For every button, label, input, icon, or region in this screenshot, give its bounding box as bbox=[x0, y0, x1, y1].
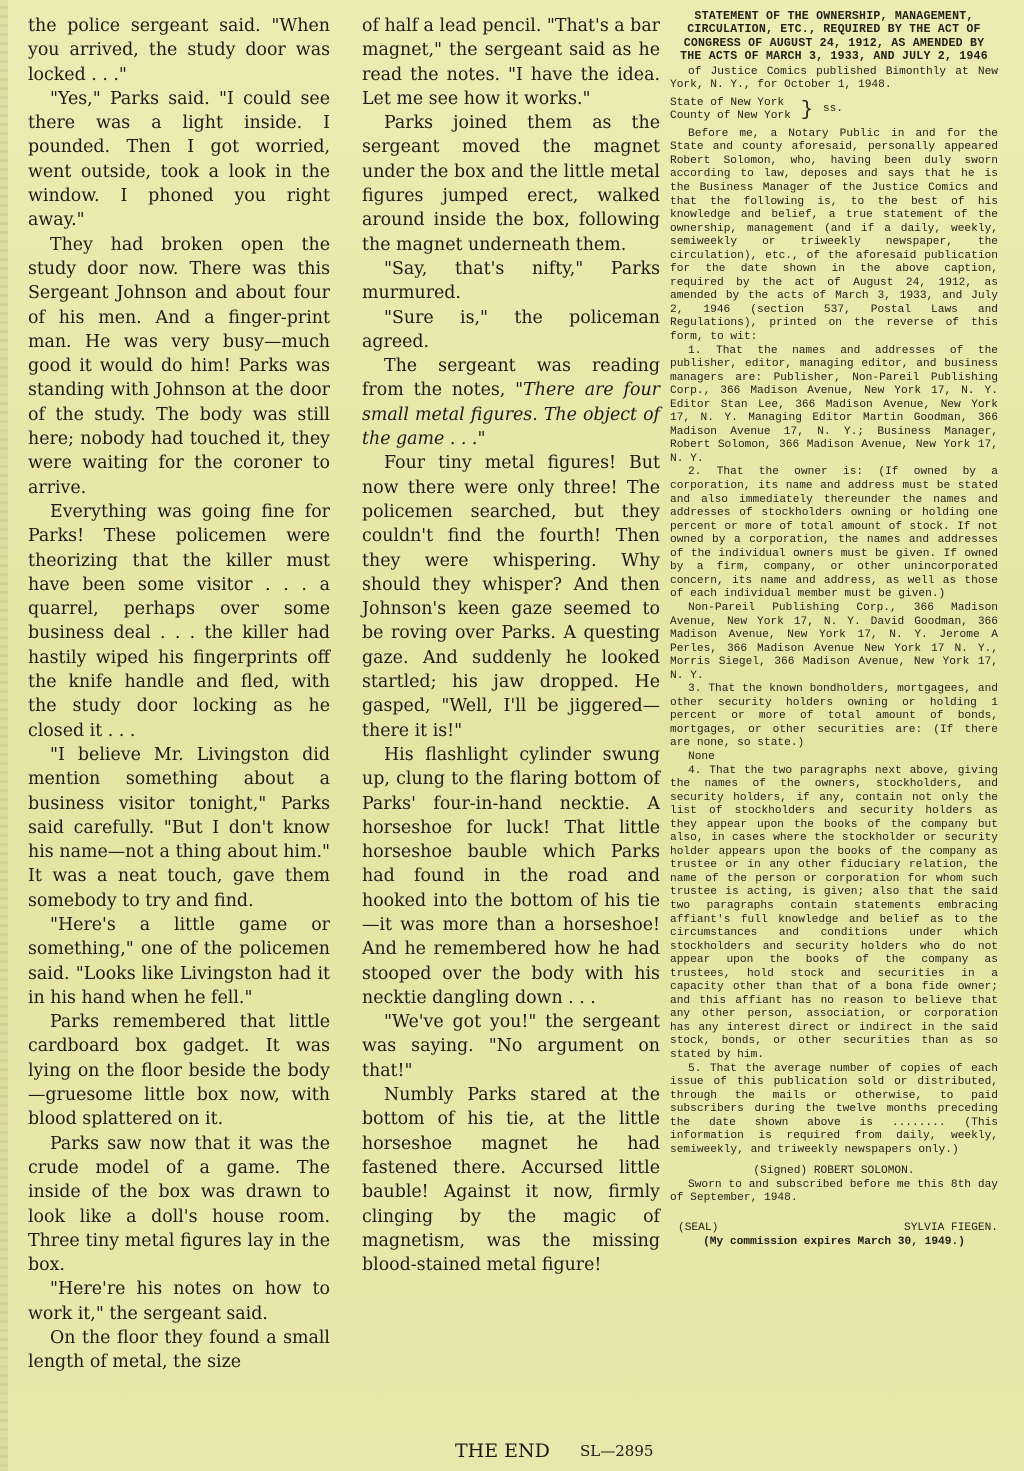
story-paragraph: Parks saw now that it was the crude model of a game. The inside of the box was drawn to look like a doll's house room. Three tiny metal figures lay in the box. bbox=[28, 1133, 330, 1276]
story-paragraph: His flashlight cylinder swung up, clung to the flaring bottom of Parks' four-in-hand necktie. A horseshoe for luck! That little horseshoe bauble which Parks had found in the road and hooked into the bottom of his tie—it was more than a horseshoe! And he remembered how he had stooped over the body with his necktie dangling down . . . bbox=[362, 744, 660, 1008]
county-line: County of New York bbox=[670, 110, 791, 123]
story-paragraph: They had broken open the study door now. There was this Sergeant Johnson and about four of his men. And a finger-print man. He was very busy—much good it would do him! Parks was standing with Johnson at the door of the study. The body was still here; nobody had touched it, they were waiting for the coroner to arrive. bbox=[28, 234, 330, 498]
ownership-statement bbox=[670, 10, 998, 1249]
story-text: The sergeant was reading from the notes, bbox=[362, 356, 660, 401]
story-paragraph: Numbly Parks stared at the bottom of his tie, at the little horseshoe magnet he had fastened there. Accursed little bauble! Against it now, firmly clinging by the magic of magnetism, was the missing blood-stained metal figure! bbox=[362, 1085, 660, 1276]
ss-label: ss. bbox=[822, 103, 844, 116]
story-paragraph: the police sergeant said. "When you arrived, the study door was locked . . ." bbox=[28, 16, 330, 85]
story-paragraph: Parks joined them as the sergeant moved the magnet under the box and the little metal figures jumped erect, walked around inside the box, following the magnet underneath them. bbox=[362, 113, 660, 255]
story-paragraph: "Sure is," the policeman agreed. bbox=[362, 307, 660, 352]
story-paragraph: Four tiny metal figures! But now there were only three! The policemen searched, but they couldn't find the fourth! Then they were whispering. Why should they whisper? And then Johnson's keen gaze seemed to be roving over Parks. A questing gaze. And suddenly he looked startled; his jaw dropped. He gasped, "Well, I'll be jiggered—there it is!" bbox=[362, 453, 660, 741]
the-end-label: THE END bbox=[455, 1440, 550, 1462]
story-paragraph: "I believe Mr. Livingston did mention something about a business visitor tonight," Parks said carefully. "But I don't know his name—not a thing about him." It was a neat touch, gave them somebody to try and find. bbox=[28, 744, 330, 911]
statement-intro: of Justice Comics published Bimonthly at New York, N. Y., for October 1, 1948. bbox=[670, 65, 998, 92]
statement-paragraph: None bbox=[688, 750, 715, 763]
story-column-2 bbox=[362, 14, 660, 1277]
story-paragraph bbox=[362, 354, 660, 451]
statement-title: STATEMENT OF THE OWNERSHIP, MANAGEMENT, CIRCULATION, ETC., REQUIRED BY THE ACT OF CONGRESS OF AUGUST 24, 1912, AS AMENDED BY THE ACTS OF MARCH 3, 1933, AND JULY 2, 1946 bbox=[680, 10, 988, 64]
story-paragraph: Parks remembered that little cardboard box gadget. It was lying on the floor beside the body—gruesome little box now, with blood splattered on it. bbox=[28, 1012, 330, 1130]
sworn-line: Sworn to and subscribed before me this 8th day of September, 1948. bbox=[670, 1178, 998, 1205]
story-paragraph: "Here's a little game or something," one of the policemen said. "Looks like Livingston had it in his hand when he fell." bbox=[28, 914, 330, 1008]
statement-paragraph: Before me, a Notary Public in and for the State and county aforesaid, personally appeared Robert Solomon, who, having been duly sworn according to law, deposes and says that he is the Business Manager of the Justice Comics and that the following is, to the best of his knowledge and belief, a true statement of the ownership, management (and if a daily, weekly, semiweekly or triweekly newspaper, the circulation), etc., of the aforesaid publication for the date shown in the above caption, required by the act of August 24, 1912, as amended by the acts of March 3, 1933, and July 2, 1946 (section 537, Postal Laws and Regulations), printed on the reverse of this form, to wit: bbox=[670, 127, 998, 344]
statement-paragraph: 5. That the average number of copies of each issue of this publication sold or distributed, through the mails or otherwise, to paid subscribers during the twelve months preceding the date shown above is ........ (This information is required from daily, weekly, semiweekly, and triweekly newspapers only.) bbox=[670, 1062, 998, 1156]
story-paragraph: "Yes," Parks said. "I could see there was a light inside. I pounded. Then I got worried, went outside, took a look in the window. I phoned you right away." bbox=[28, 88, 330, 231]
story-code: SL—2895 bbox=[580, 1442, 654, 1460]
seal-row bbox=[670, 1222, 998, 1236]
story-paragraph: On the floor they found a small length of metal, the size bbox=[28, 1328, 330, 1373]
state-county-block bbox=[670, 97, 998, 124]
notary-name: SYLVIA FIEGEN. bbox=[904, 1222, 998, 1235]
signature-line: (Signed) ROBERT SOLOMON. bbox=[753, 1165, 915, 1178]
statement-paragraph: Non-Pareil Publishing Corp., 366 Madison Avenue, New York 17, N. Y. David Goodman, 366 Madison Avenue, New York 17, N. Y. Jerome A Perles, 366 Madison Avenue New York 17 N. Y., Morris Siegel, 366 Madison Avenue, New York 17, N. Y. bbox=[670, 601, 998, 682]
story-paragraph: "Here're his notes on how to work it," the sergeant said. bbox=[28, 1279, 330, 1324]
statement-paragraph: 4. That the two paragraphs next above, giving the names of the owners, stockholders, and security holders, if any, contain not only the list of stockholders and security holders as they appear upon the books of the company but also, in cases where the stockholder or security holder appears upon the books of the company as trustee or in any other fiduciary relation, the name of the person or corporation for whom such trustee is acting, is given; also that the said two paragraphs contain statements embracing affiant's full knowledge and belief as to the circumstances and conditions under which stockholders and security holders who do not appear upon the books of the company as trustees, hold stock and securities in a capacity other than that of a bona fide owner; and this affiant has no reason to believe that any other person, association, or corporation has any interest direct or indirect in the said stock, bonds, or other securities than as so stated by him. bbox=[670, 764, 998, 1061]
seal-label: (SEAL) bbox=[678, 1222, 719, 1235]
statement-paragraph: 1. That the names and addresses of the publisher, editor, managing editor, and business managers are: Publisher, Non-Pareil Publishing Corp., 366 Madison Avenue, New York 17, N. Y. Editor Stan Lee, 366 Madison Avenue, New York 17, N. Y. Managing Editor Martin Goodman, 366 Madison Avenue 17, N. Y.; Business Manager, Robert Solomon, 366 Madison Avenue, New York 17, N. Y. bbox=[670, 344, 998, 465]
story-paragraph: "Say, that's nifty," Parks murmured. bbox=[362, 258, 660, 304]
state-line: State of New York bbox=[670, 96, 785, 109]
story-paragraph: Everything was going fine for Parks! These policemen were theorizing that the killer must have been some visitor . . . a quarrel, perhaps over some business deal . . . the killer had hastily wiped his fingerprints off the knife handle and fled, with the study door locking as he closed it . . . bbox=[28, 501, 330, 741]
page-left-edge bbox=[0, 0, 8, 1471]
brace-icon: } bbox=[800, 98, 813, 122]
story-paragraph: "We've got you!" the sergeant was saying. "No argument on that!" bbox=[362, 1012, 660, 1081]
statement-paragraph: 2. That the owner is: (If owned by a corporation, its name and address must be stated and also immediately thereunder the names and addresses of stockholders owning or holding one percent or more of total amount of stock. If not owned by a corporation, the names and addresses of the individual owners must be given. If owned by a firm, company, or other unincorporated concern, its name and address, as well as those of each individual member must be given.) bbox=[670, 466, 998, 601]
commission-expires: (My commission expires March 30, 1949.) bbox=[703, 1235, 965, 1248]
story-paragraph: of half a lead pencil. "That's a bar magnet," the sergeant said as he read the notes. "I have the idea. Let me see how it works." bbox=[362, 16, 660, 109]
story-column-1 bbox=[28, 14, 330, 1375]
story-italic-quote: "There are four small metal figures. The object of the game . . ." bbox=[362, 380, 660, 450]
statement-paragraph: 3. That the known bondholders, mortgagees, and other security holders owning or holding 1 percent or more of total amount of bonds, mortgages, or other securities are: (If there are none, so state.) bbox=[670, 683, 998, 750]
